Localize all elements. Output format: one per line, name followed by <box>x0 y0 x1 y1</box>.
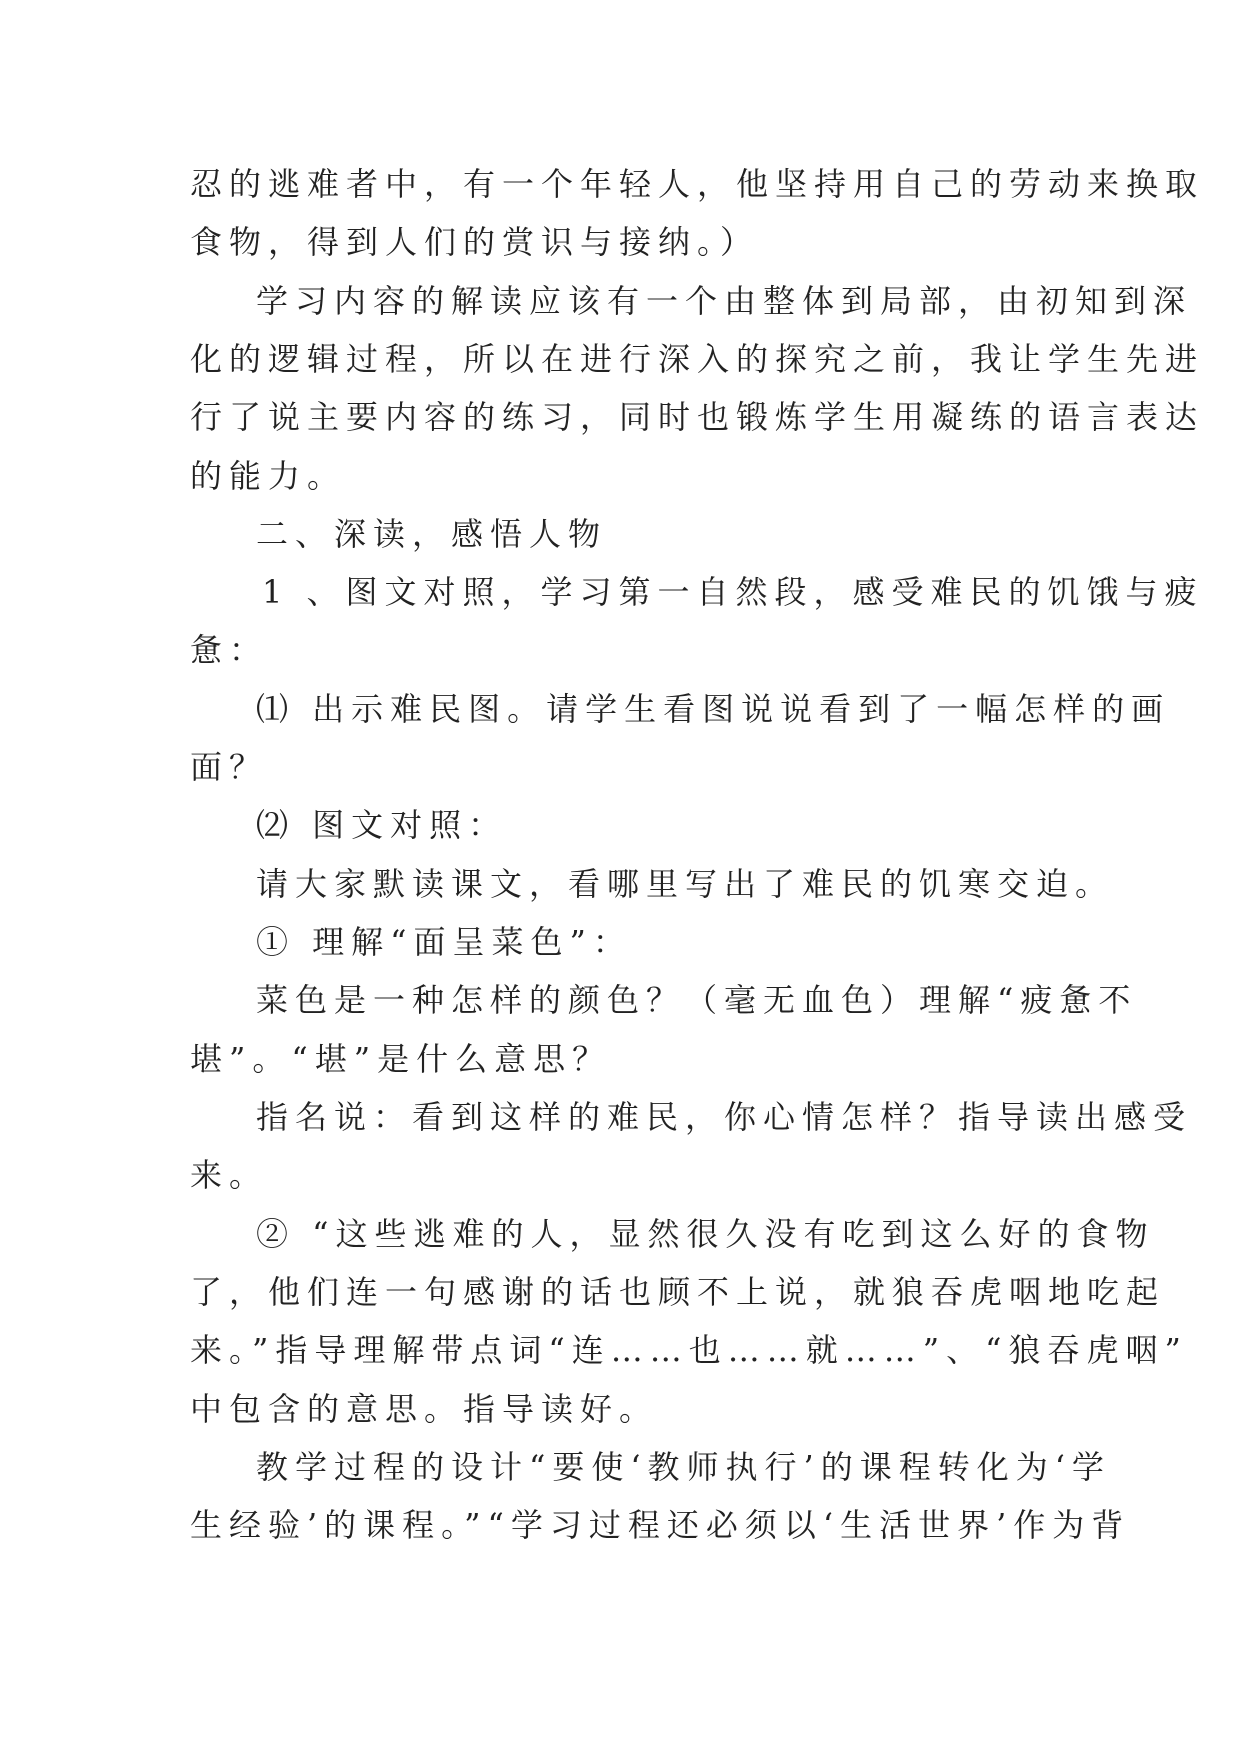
text-line: 学习内容的解读应该有一个由整体到局部，由初知到深 <box>256 282 1193 320</box>
text-line: 1 、图文对照，学习第一自然段，感受难民的饥饿与疲 <box>262 573 1204 611</box>
text-line: 菜色是一种怎样的颜色？（毫无血色）理解“疲惫不 <box>256 981 1138 1019</box>
text-line: 来。 <box>190 1156 269 1194</box>
text-line: 行了说主要内容的练习，同时也锻炼学生用凝练的语言表达 <box>190 398 1205 436</box>
text-line: ⑴ 出示难民图。请学生看图说说看到了一幅怎样的画 <box>256 690 1171 728</box>
text-line: ② “这些逃难的人，显然很久没有吃到这么好的食物 <box>256 1215 1155 1253</box>
text-line: 请大家默读课文，看哪里写出了难民的饥寒交迫。 <box>256 865 1115 903</box>
text-line: 的能力。 <box>190 457 347 495</box>
text-line: 忍的逃难者中，有一个年轻人，他坚持用自己的劳动来换取 <box>190 165 1205 203</box>
text-line: 面？ <box>190 748 269 786</box>
text-line: 指名说：看到这样的难民，你心情怎样？指导读出感受 <box>256 1098 1193 1136</box>
text-line: 食物，得到人们的赏识与接纳。） <box>190 223 760 261</box>
text-line: 惫： <box>190 631 269 669</box>
text-line: 生经验’的课程。”“学习过程还必须以‘生活世界’作为背 <box>190 1506 1131 1544</box>
text-line: ① 理解“面呈菜色”： <box>256 923 632 961</box>
text-line: 化的逻辑过程，所以在进行深入的探究之前，我让学生先进 <box>190 340 1205 378</box>
text-line: ⑵ 图文对照： <box>256 806 508 844</box>
text-line: 来。”指导理解带点词“连……也……就……”、“狼吞虎咽” <box>190 1331 1188 1369</box>
text-line: 堪”。“堪”是什么意思？ <box>190 1040 612 1078</box>
text-line: 教学过程的设计“要使‘教师执行’的课程转化为‘学 <box>256 1448 1111 1486</box>
text-line: 了，他们连一句感谢的话也顾不上说，就狼吞虎咽地吃起 <box>190 1273 1166 1311</box>
text-line: 中包含的意思。指导读好。 <box>190 1390 659 1428</box>
section-heading: 二、深读，感悟人物 <box>256 515 608 553</box>
